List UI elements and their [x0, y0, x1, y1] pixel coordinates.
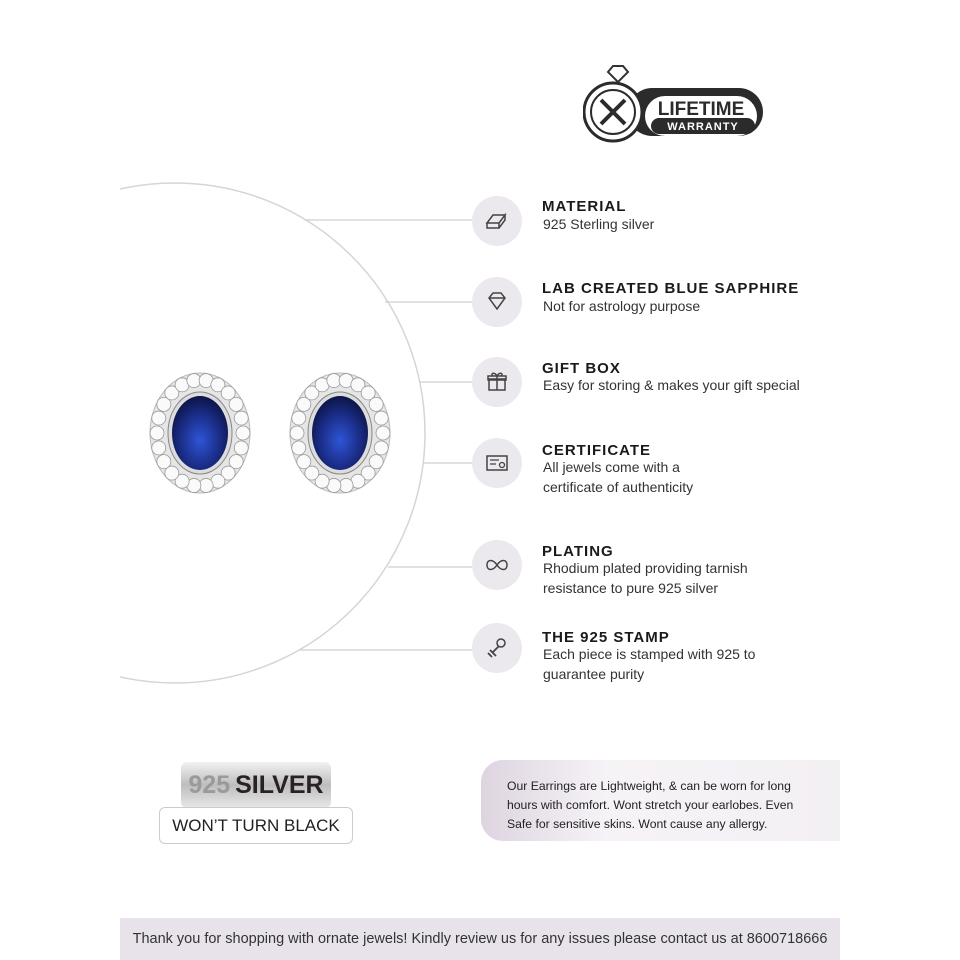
feature-title: PLATING: [542, 543, 614, 560]
feature-title: LAB CREATED BLUE SAPPHIRE: [542, 280, 800, 297]
feature-description: Not for astrology purpose: [543, 298, 701, 314]
lightweight-info-box: Our Earrings are Lightweight, & can be worn for long hours with comfort. Wont stretch your earlobes. Even Safe for sensitive skins. Wont cause any allergy.: [481, 760, 840, 841]
feature-title: CERTIFICATE: [542, 442, 652, 459]
earring-2: [290, 373, 390, 493]
feature-description: All jewels come with a certificate of authenticity: [543, 459, 694, 495]
lifetime-warranty-badge: [583, 60, 768, 145]
gift-box-icon-circle: [472, 357, 522, 407]
svg-text:WARRANTY: WARRANTY: [667, 121, 739, 133]
infinity-icon-circle: [472, 540, 522, 590]
infinity-icon: [481, 549, 513, 581]
silver-number: 925: [188, 770, 231, 799]
certificate-icon-circle: [472, 438, 522, 488]
feature-description: Easy for storing & makes your gift special: [543, 377, 800, 393]
925-silver-badge: [181, 762, 331, 808]
earring-1: [150, 373, 250, 493]
diamond-icon-circle: [472, 277, 522, 327]
silver-bar-icon: [481, 205, 513, 237]
feature-description: 925 Sterling silver: [543, 216, 655, 232]
feature-title: GIFT BOX: [542, 360, 621, 377]
footer-banner: Thank you for shopping with ornate jewels! Kindly review us for any issues please contact us at 8600718666: [120, 918, 840, 960]
certificate-icon: [481, 447, 513, 479]
wont-turn-black-label: WON’T TURN BLACK: [159, 807, 353, 844]
silver-word: SILVER: [235, 770, 324, 799]
stamp-icon-circle: [472, 623, 522, 673]
feature-description: Rhodium plated providing tarnish resistance to pure 925 silver: [543, 560, 748, 596]
feature-title: MATERIAL: [542, 198, 627, 215]
gift-box-icon: [481, 366, 513, 398]
sapphire-stone: [172, 396, 228, 470]
sapphire-stone: [312, 396, 368, 470]
stamp-icon: [481, 632, 513, 664]
diamond-icon: [608, 66, 628, 82]
feature-title: THE 925 STAMP: [542, 629, 670, 646]
feature-description: Each piece is stamped with 925 to guarantee purity: [543, 646, 756, 682]
svg-text:LIFETIME: LIFETIME: [657, 99, 745, 120]
diamond-icon: [481, 286, 513, 318]
silver-bar-icon-circle: [472, 196, 522, 246]
